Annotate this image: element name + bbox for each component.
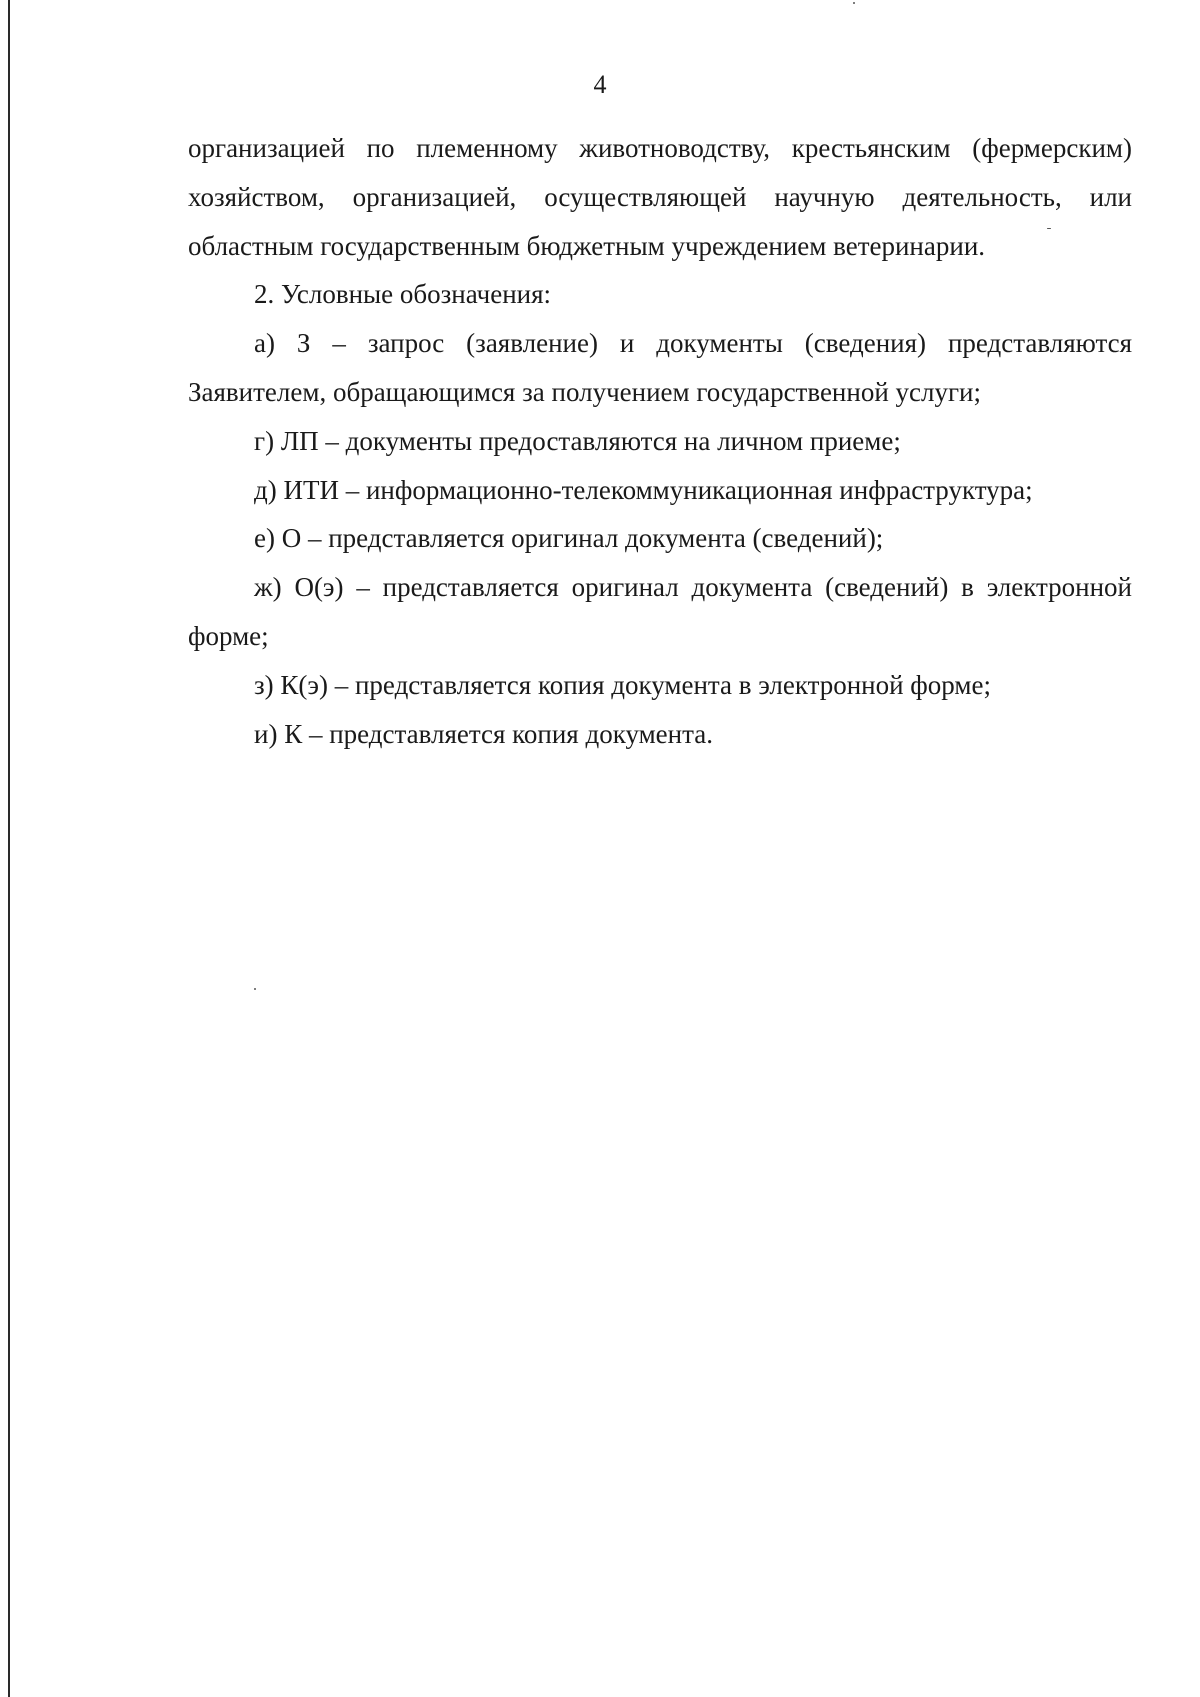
paragraph-section-heading: 2. Условные обозначения: (254, 279, 552, 310)
paragraph-item-zh: ж) О(э) – представляется оригинал документа (сведений) в электронной форме; (188, 572, 1132, 651)
paragraph-item-d: д) ИТИ – информационно-телекоммуникационная инфраструктура; (254, 474, 1033, 505)
scan-speck (853, 2, 855, 4)
scan-speck (254, 988, 256, 990)
paragraph-continuation: организацией по племенному животноводству, крестьянским (фермерским) хозяйством, организацией, осуществляющей научную деятельность, или областным государственным бюджетным учреждением ветеринарии. (188, 133, 1132, 261)
paragraph-item-e: е) О – представляется оригинал документа (сведений); (254, 523, 884, 554)
paragraph-item-i: и) К – представляется копия документа. (254, 718, 713, 749)
paragraph-item-g: г) ЛП – документы предоставляются на личном приеме; (254, 425, 901, 456)
document-body (188, 124, 1132, 758)
paragraph-item-z: з) К(э) – представляется копия документа в электронной форме; (254, 669, 991, 700)
scan-left-edge (8, 0, 10, 1697)
page-number: 4 (593, 70, 607, 99)
paragraph-item-a: а) З – запрос (заявление) и документы (сведения) представляются Заявителем, обращающимся за получением государственной услуги; (188, 328, 1132, 407)
